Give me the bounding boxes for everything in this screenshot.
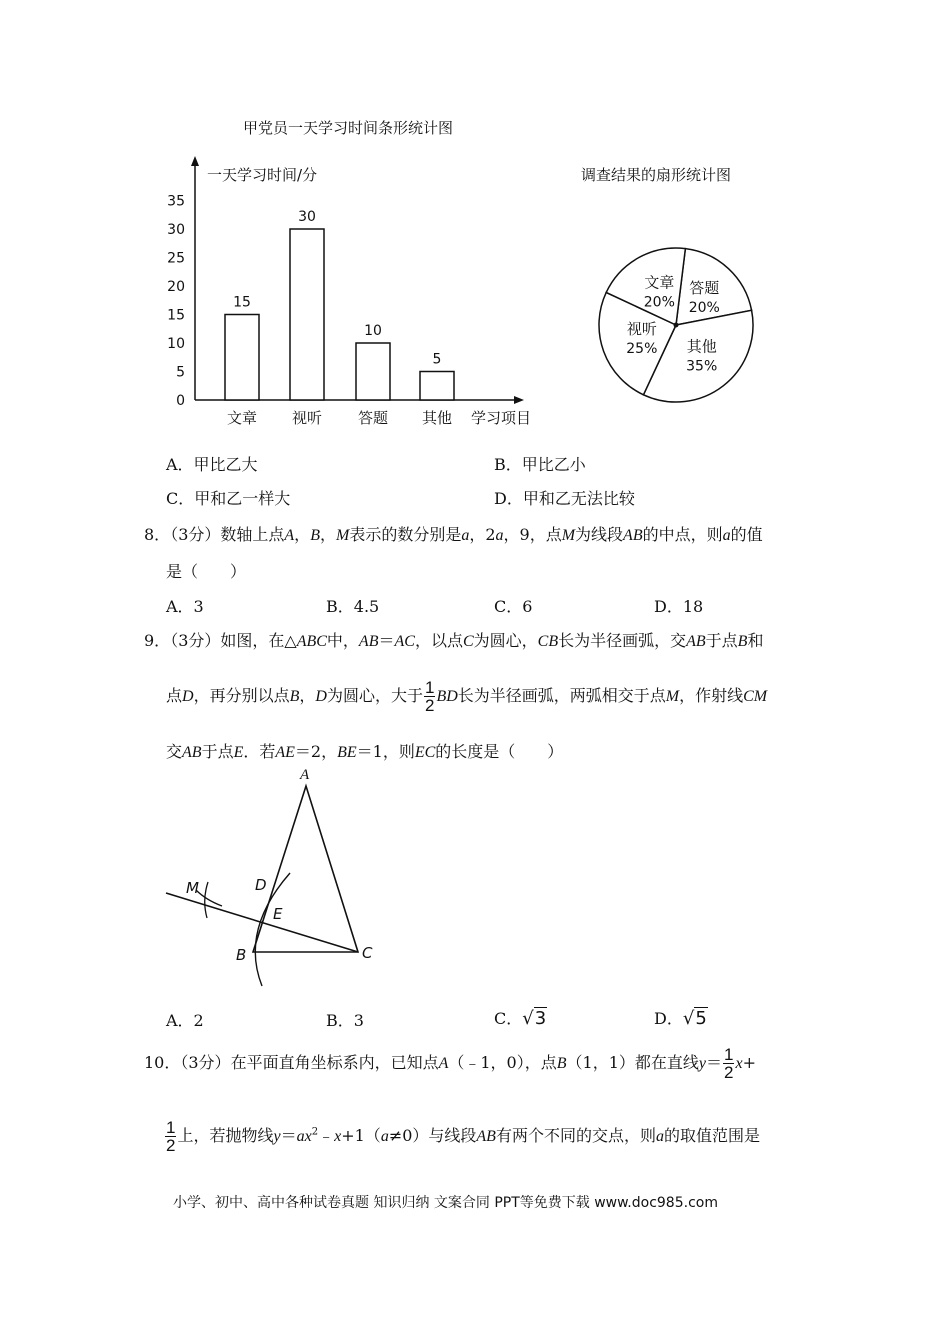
q8-var-M: M xyxy=(561,527,576,544)
q9-text: 如图，在△ xyxy=(220,631,297,650)
q8-number: 8． xyxy=(144,525,171,544)
q9-text: 于点 xyxy=(201,742,234,761)
q8-var-M: M xyxy=(335,527,350,544)
x-category-label: 其他 xyxy=(421,409,453,427)
sqrt-expression: √3 xyxy=(522,1008,547,1029)
q9-var: B xyxy=(737,633,748,650)
q10-var: a xyxy=(655,1128,664,1145)
y-tick-label: 25 xyxy=(167,250,185,267)
q8-line1 xyxy=(144,522,763,545)
pie-chart xyxy=(560,155,770,410)
q8-text: 的值 xyxy=(730,525,763,544)
q10-var: ax xyxy=(296,1128,312,1145)
bar-文章 xyxy=(225,315,259,401)
q9-var: BD xyxy=(436,688,458,705)
x-category-label: 视听 xyxy=(291,409,323,427)
q9-var: AB xyxy=(686,633,706,650)
bar-value-label: 5 xyxy=(432,351,442,368)
q9-var: AE xyxy=(275,744,295,761)
y-tick-label: 5 xyxy=(176,364,185,381)
ray-cm xyxy=(166,893,358,952)
q8-text: 数轴上点 xyxy=(220,525,285,544)
q10-exponent: 2 xyxy=(311,1126,319,1138)
pie-slice-percent: 25% xyxy=(626,341,658,358)
q9-text: 和 xyxy=(747,631,764,650)
y-tick-label: 10 xyxy=(167,336,185,352)
q10-text: （﹣1，0），点 xyxy=(448,1053,557,1072)
pie-slice-percent: 20% xyxy=(688,299,720,316)
q9-var: AC xyxy=(394,633,415,650)
fraction-numerator: 1 xyxy=(724,1045,734,1064)
q9-text: 为圆心，大于 xyxy=(326,686,423,705)
y-tick-label: 15 xyxy=(167,307,185,324)
q8-var-a: a xyxy=(461,527,470,544)
pie-slice-label: 答题 xyxy=(689,278,720,297)
q9-option-d xyxy=(654,1006,708,1029)
q9-var: D xyxy=(315,688,327,705)
option-prefix: D． xyxy=(654,1009,683,1028)
q8-text: ，9，点 xyxy=(503,525,562,544)
label-M: M xyxy=(186,879,199,897)
q8-line2: 是（ ） xyxy=(166,562,247,581)
q10-var: y xyxy=(273,1128,281,1145)
bar-chart xyxy=(160,110,560,435)
q8-var-B: B xyxy=(310,527,320,544)
q8-score: （3分） xyxy=(170,525,221,544)
q8-text: ，2 xyxy=(469,525,496,544)
fraction-numerator: 1 xyxy=(424,678,435,697)
q10-text: 上，若抛物线 xyxy=(177,1126,274,1145)
x-axis-arrow xyxy=(514,396,524,404)
q9-var: AB xyxy=(358,633,379,650)
q7-option-d: D．甲和乙无法比较 xyxy=(494,489,635,508)
bar-value-label: 30 xyxy=(298,209,316,225)
q10-text: + xyxy=(742,1053,756,1072)
q10-var: AB xyxy=(476,1128,496,1145)
bar-value-label: 15 xyxy=(233,294,251,311)
q9-text: 于点 xyxy=(705,631,738,650)
q8-option-a: A．3 xyxy=(166,597,204,616)
fraction-denominator: 2 xyxy=(724,1063,734,1082)
q8-option-d: D．18 xyxy=(654,597,704,616)
label-C: C xyxy=(362,944,373,962)
radicand: 5 xyxy=(695,1008,707,1029)
q9-number: 9． xyxy=(144,631,171,650)
bar-chart-xlabel: 学习项目 xyxy=(471,409,532,427)
q9-text: 的长度是（ ） xyxy=(435,742,564,761)
q10-text: 在平面直角坐标系内，已知点 xyxy=(230,1053,439,1072)
q9-var: M xyxy=(665,688,680,705)
q10-text: 的取值范围是 xyxy=(663,1126,760,1145)
bar-chart-title: 甲党员一天学习时间条形统计图 xyxy=(242,119,454,137)
q10-var: a xyxy=(380,1128,389,1145)
q9-option-c xyxy=(494,1006,547,1029)
q9-triangle-figure xyxy=(160,760,390,995)
q8-text: 的中点，则 xyxy=(642,525,723,544)
option-prefix: C． xyxy=(494,1009,523,1028)
q9-var: CB xyxy=(537,633,559,650)
q8-text: ， xyxy=(319,525,336,544)
q8-var-AB: AB xyxy=(623,527,643,544)
bar-视听 xyxy=(290,229,324,400)
q10-fraction xyxy=(723,1046,734,1081)
y-tick-label: 0 xyxy=(176,393,185,409)
y-tick-label: 35 xyxy=(167,193,185,210)
pie-slice-label: 视听 xyxy=(626,320,657,339)
q10-score: （3分） xyxy=(180,1053,231,1072)
y-axis-arrow xyxy=(191,156,199,166)
pie-slice-label: 其他 xyxy=(686,337,717,356)
q9-var: C xyxy=(462,633,474,650)
x-category-label: 文章 xyxy=(226,409,258,427)
q9-text: ＝1，则 xyxy=(356,742,415,761)
sqrt-expression: √5 xyxy=(682,1008,707,1029)
q9-var: D xyxy=(182,688,194,705)
bar-chart-ylabel: 一天学习时间/分 xyxy=(207,166,318,184)
fraction-denominator: 2 xyxy=(166,1136,176,1155)
bar-value-label: 10 xyxy=(364,323,382,339)
q10-var: x xyxy=(334,1128,342,1145)
q9-text: 中， xyxy=(326,631,359,650)
q8-text: ， xyxy=(294,525,311,544)
bar-答题 xyxy=(356,343,390,400)
q9-text: 点 xyxy=(166,686,183,705)
q9-text: ＝2， xyxy=(294,742,338,761)
q9-line1 xyxy=(144,628,763,651)
q10-line2 xyxy=(164,1119,760,1154)
q9-text: ，作射线 xyxy=(679,686,744,705)
q8-option-c: C．6 xyxy=(494,597,533,616)
triangle-abc xyxy=(253,786,358,952)
q9-text: ，再分别以点 xyxy=(193,686,290,705)
q9-line2 xyxy=(166,679,767,714)
label-E: E xyxy=(273,905,283,923)
q10-var: y xyxy=(698,1055,706,1072)
q9-text: ．若 xyxy=(243,742,276,761)
q10-text: ＝ xyxy=(280,1126,297,1145)
q8-var-a: a xyxy=(495,527,504,544)
q9-text: 长为半径画弧，两弧相交于点 xyxy=(457,686,666,705)
q10-line1 xyxy=(144,1046,756,1081)
pie-chart-title: 调查结果的扇形统计图 xyxy=(580,166,732,184)
q7-option-a: A．甲比乙大 xyxy=(166,455,258,474)
label-B: B xyxy=(236,946,247,964)
q10-var: B xyxy=(556,1055,567,1072)
q9-var: CM xyxy=(743,688,768,705)
label-D: D xyxy=(255,876,267,894)
x-category-label: 答题 xyxy=(357,409,389,427)
q10-var: x xyxy=(735,1055,743,1072)
q10-text: ＝ xyxy=(706,1053,723,1072)
q10-text: +1（ xyxy=(341,1126,381,1145)
q8-option-b: B．4.5 xyxy=(326,597,380,616)
q9-option-b: B．3 xyxy=(326,1011,364,1030)
q9-text: ，以点 xyxy=(414,631,463,650)
arc-intersection-lower xyxy=(205,882,208,918)
y-tick-label: 20 xyxy=(167,279,185,295)
q10-var: A xyxy=(438,1055,449,1072)
pie-slice-percent: 35% xyxy=(686,358,718,375)
q9-text: 长为半径画弧，交 xyxy=(558,631,687,650)
q9-var: EC xyxy=(414,744,436,761)
q7-option-c: C．甲和乙一样大 xyxy=(166,489,291,508)
pie-slice-percent: 20% xyxy=(643,294,675,311)
q7-option-b: B．甲比乙小 xyxy=(494,455,586,474)
q8-text: 为线段 xyxy=(575,525,624,544)
bar-其他 xyxy=(420,372,454,401)
q9-var: BE xyxy=(337,744,357,761)
q9-text: ， xyxy=(299,686,316,705)
q9-score: （3分） xyxy=(170,631,221,650)
q8-var-A: A xyxy=(284,527,295,544)
q9-var: AB xyxy=(182,744,202,761)
y-tick-label: 30 xyxy=(167,222,185,238)
page-footer: 小学、初中、高中各种试卷真题 知识归纳 文案合同 PPT等免费下载 www.doc985.com xyxy=(173,1195,718,1211)
pie-center-dot xyxy=(674,323,679,328)
q9-text: ＝ xyxy=(378,631,395,650)
fraction-numerator: 1 xyxy=(166,1118,176,1137)
q9-fraction xyxy=(424,679,435,714)
q9-var: ABC xyxy=(296,633,327,650)
q10-text: （1，1）都在直线 xyxy=(566,1053,699,1072)
q10-fraction xyxy=(165,1119,176,1154)
q10-text: 有两个不同的交点，则 xyxy=(495,1126,656,1145)
q9-text: 交 xyxy=(166,742,183,761)
q10-text: ﹣ xyxy=(318,1126,335,1145)
q10-number: 10． xyxy=(144,1053,181,1072)
q9-line3 xyxy=(166,739,563,762)
label-A: A xyxy=(300,767,310,783)
q9-var: B xyxy=(289,688,300,705)
fraction-denominator: 2 xyxy=(424,696,435,715)
q9-option-a: A．2 xyxy=(166,1011,204,1030)
q8-text: 表示的数分别是 xyxy=(349,525,462,544)
q9-text: 为圆心， xyxy=(473,631,538,650)
radicand: 3 xyxy=(534,1008,547,1029)
q8-var-a: a xyxy=(722,527,731,544)
q9-var: E xyxy=(233,744,244,761)
pie-slice-label: 文章 xyxy=(644,273,675,292)
q10-text: ≠0）与线段 xyxy=(388,1126,477,1145)
